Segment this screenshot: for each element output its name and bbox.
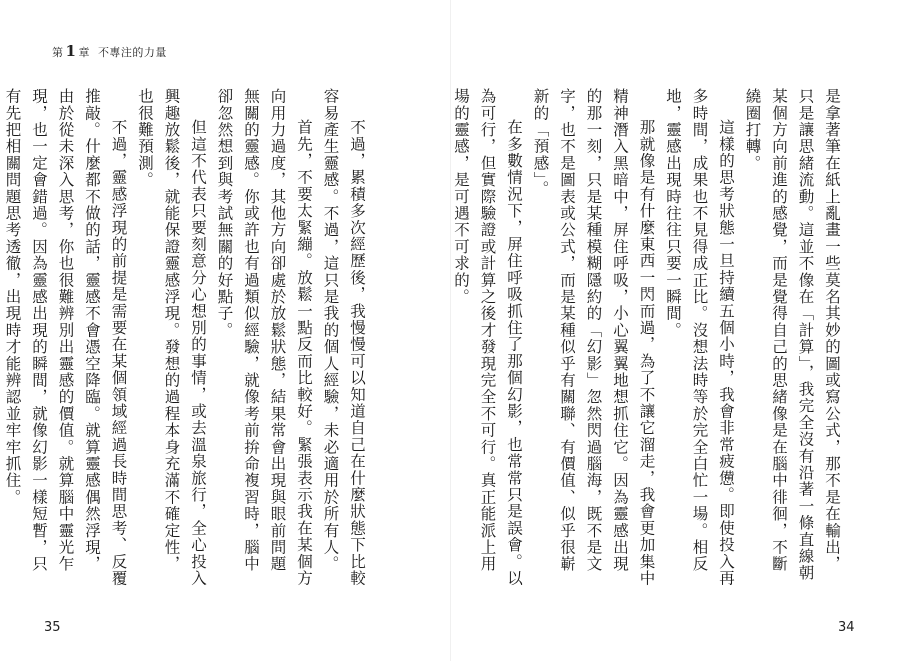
paragraph: 不過，累積多次經歷後，我慢慢可以知道自己在什麼狀態下比較容易產生靈感。不過，這只是我的個人經驗，未必適用於所有人。 — [321, 88, 366, 587]
paragraph: 但這不代表只要刻意分心想別的事情，或去溫泉旅行，全心投入興趣放鬆後，就能保證靈感浮現。發想的過程本身充滿不確定性，也很難預測。 — [136, 88, 207, 587]
chapter-title: 不專注的力量 — [97, 46, 167, 59]
chapter-suffix: 章 — [78, 46, 90, 59]
paragraph: 這樣的思考狀態一旦持續五個小時，我會非常疲憊。即使投入再多時間，成果也不見得成正比。沒想法時等於完全白忙一場。相反地，靈感出現時往往只要一瞬間。 — [664, 88, 735, 587]
paragraph: 是拿著筆在紙上亂畫一些莫名其妙的圖或寫公式，那不是在輸出，只是讓思緒流動。這並不像在「計算」，我完全沒有沿著一條直線朝某個方向前進的感覺，而是覺得自己的思緒像是在腦中徘徊，不斷繞圈打轉。 — [743, 88, 841, 582]
paragraph: 首先，不要太緊繃。放鬆一點反而比較好。緊張表示我在某個方向用力過度，其他方向卻處於放鬆狀態，結果常會出現與眼前問題無關的靈感。你或許也有過類似經驗，就像考前拚命複習時，腦中卻忽然想到與考試無關的好點子。 — [215, 88, 313, 587]
chapter-prefix: 第 — [52, 46, 64, 59]
paragraph: 不過，靈感浮現的前提是需要在某個領域經過長時間思考、反覆推敲。什麼都不做的話，靈感不會憑空降臨。就算靈感偶然浮現，由於從未深入思考，你也很難辨別出靈感的價值。就算腦中靈光乍現，也一定會錯過。因為靈感出現的瞬間，就像幻影一樣短暫，只有先把相關問題思考透徹，出現時才能辨認並牢牢抓住。 — [3, 88, 128, 587]
left-page-body — [3, 88, 370, 588]
running-header — [52, 42, 167, 60]
page-number-right: 34 — [838, 620, 855, 635]
chapter-number: 1 — [65, 42, 77, 60]
page-number-left: 35 — [44, 620, 61, 635]
right-page-body — [452, 88, 845, 588]
paragraph: 那就像是有什麼東西一閃而過，為了不讓它溜走，我會更加集中精神潛入黑暗中，屏住呼吸，小心翼翼地想抓住它。因為靈感出現的那一刻，只是某種模糊隱約的「幻影」忽然閃過腦海，既不是文字，也不是圖表或公式，而是某種似乎有關聯、有價值、似乎很嶄新的「預感」。 — [531, 88, 656, 587]
paragraph: 在多數情況下，屏住呼吸抓住了那個幻影，也常常只是誤會。以為可行，但實際驗證或計算之後才發現完全不可行。真正能派上用場的靈感，是可遇不可求的。 — [452, 88, 523, 587]
